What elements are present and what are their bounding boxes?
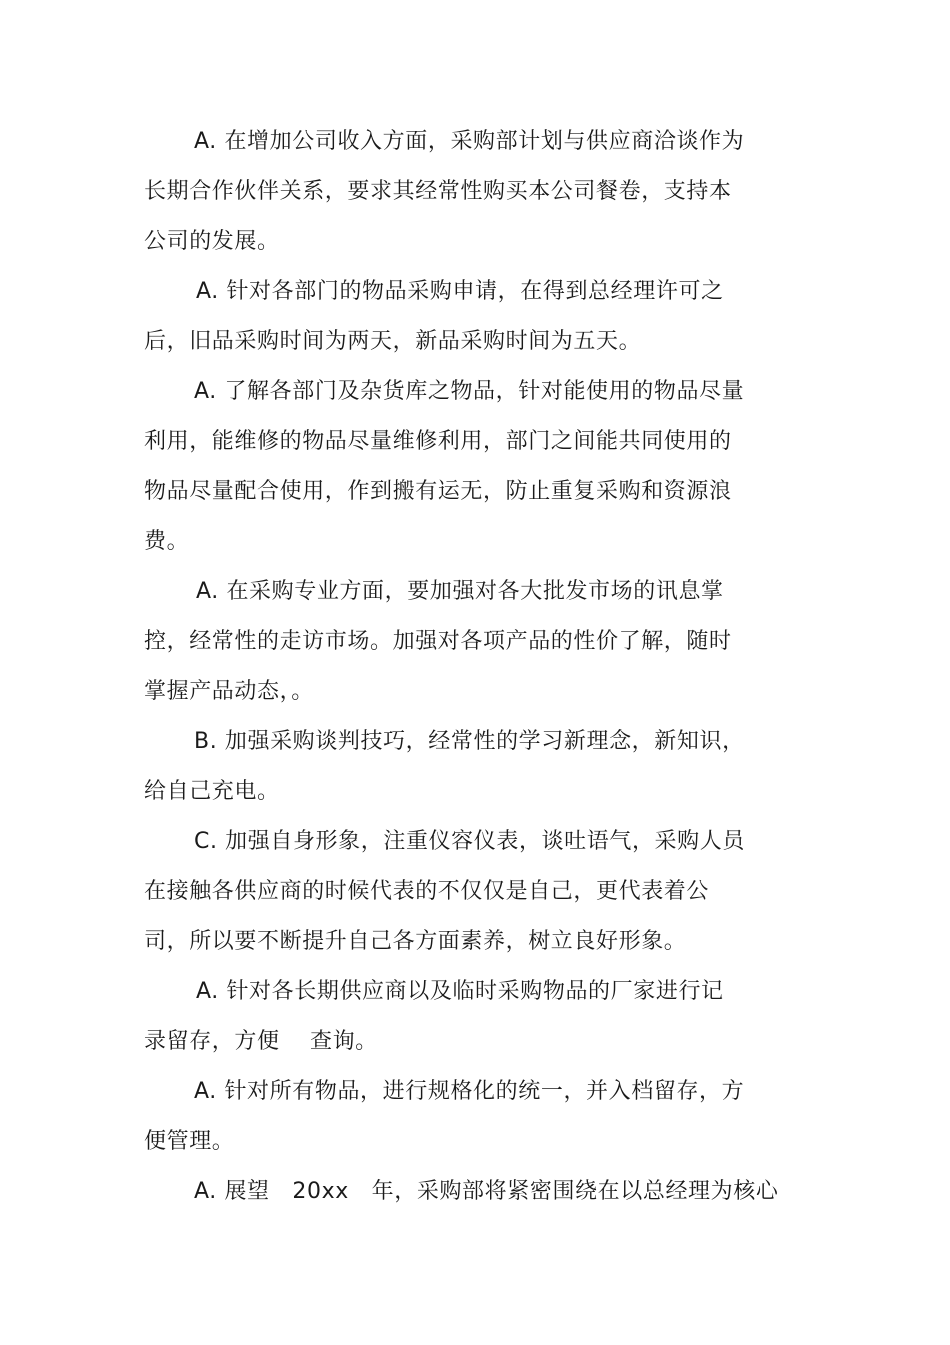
paragraph-line: 司，所以要不断提升自己各方面素养，树立良好形象。 [144,929,687,954]
paragraph-line: 给自己充电。 [144,779,280,804]
paragraph-line: 长期合作伙伴关系，要求其经常性购买本公司餐卷，支持本 [144,179,732,204]
paragraph-line: 物品尽量配合使用，作到搬有运无，防止重复采购和资源浪 [144,479,732,504]
paragraph-line: A. 展望 20xx 年，采购部将紧密围绕在以总经理为核心 [194,1179,779,1204]
paragraph-line: 控，经常性的走访市场。加强对各项产品的性价了解，随时 [144,629,732,654]
paragraph-line: 在接触各供应商的时候代表的不仅仅是自己，更代表着公 [144,879,710,904]
paragraph-line: 录留存，方便 查询。 [144,1029,378,1054]
paragraph-line: A. 针对各长期供应商以及临时采购物品的厂家进行记 [196,979,724,1004]
paragraph-line: 掌握产品动态，。 [144,679,314,704]
paragraph-line: A. 在增加公司收入方面，采购部计划与供应商洽谈作为 [194,129,745,154]
paragraph-line: B. 加强采购谈判技巧，经常性的学习新理念，新知识， [194,729,745,754]
paragraph-line: 费。 [144,529,190,554]
paragraph-line: 便管理。 [144,1129,235,1154]
paragraph-line: 后，旧品采购时间为两天，新品采购时间为五天。 [144,329,642,354]
paragraph-line: C. 加强自身形象，注重仪容仪表，谈吐语气，采购人员 [194,829,745,854]
paragraph-line: A. 针对各部门的物品采购申请，在得到总经理许可之 [196,279,724,304]
paragraph-line: 公司的发展。 [144,229,280,254]
paragraph-line: A. 在采购专业方面，要加强对各大批发市场的讯息掌 [196,579,724,604]
paragraph-line: A. 了解各部门及杂货库之物品，针对能使用的物品尽量 [194,379,745,404]
paragraph-line: 利用，能维修的物品尽量维修利用，部门之间能共同使用的 [144,429,732,454]
paragraph-line: A. 针对所有物品，进行规格化的统一，并入档留存，方 [194,1079,745,1104]
